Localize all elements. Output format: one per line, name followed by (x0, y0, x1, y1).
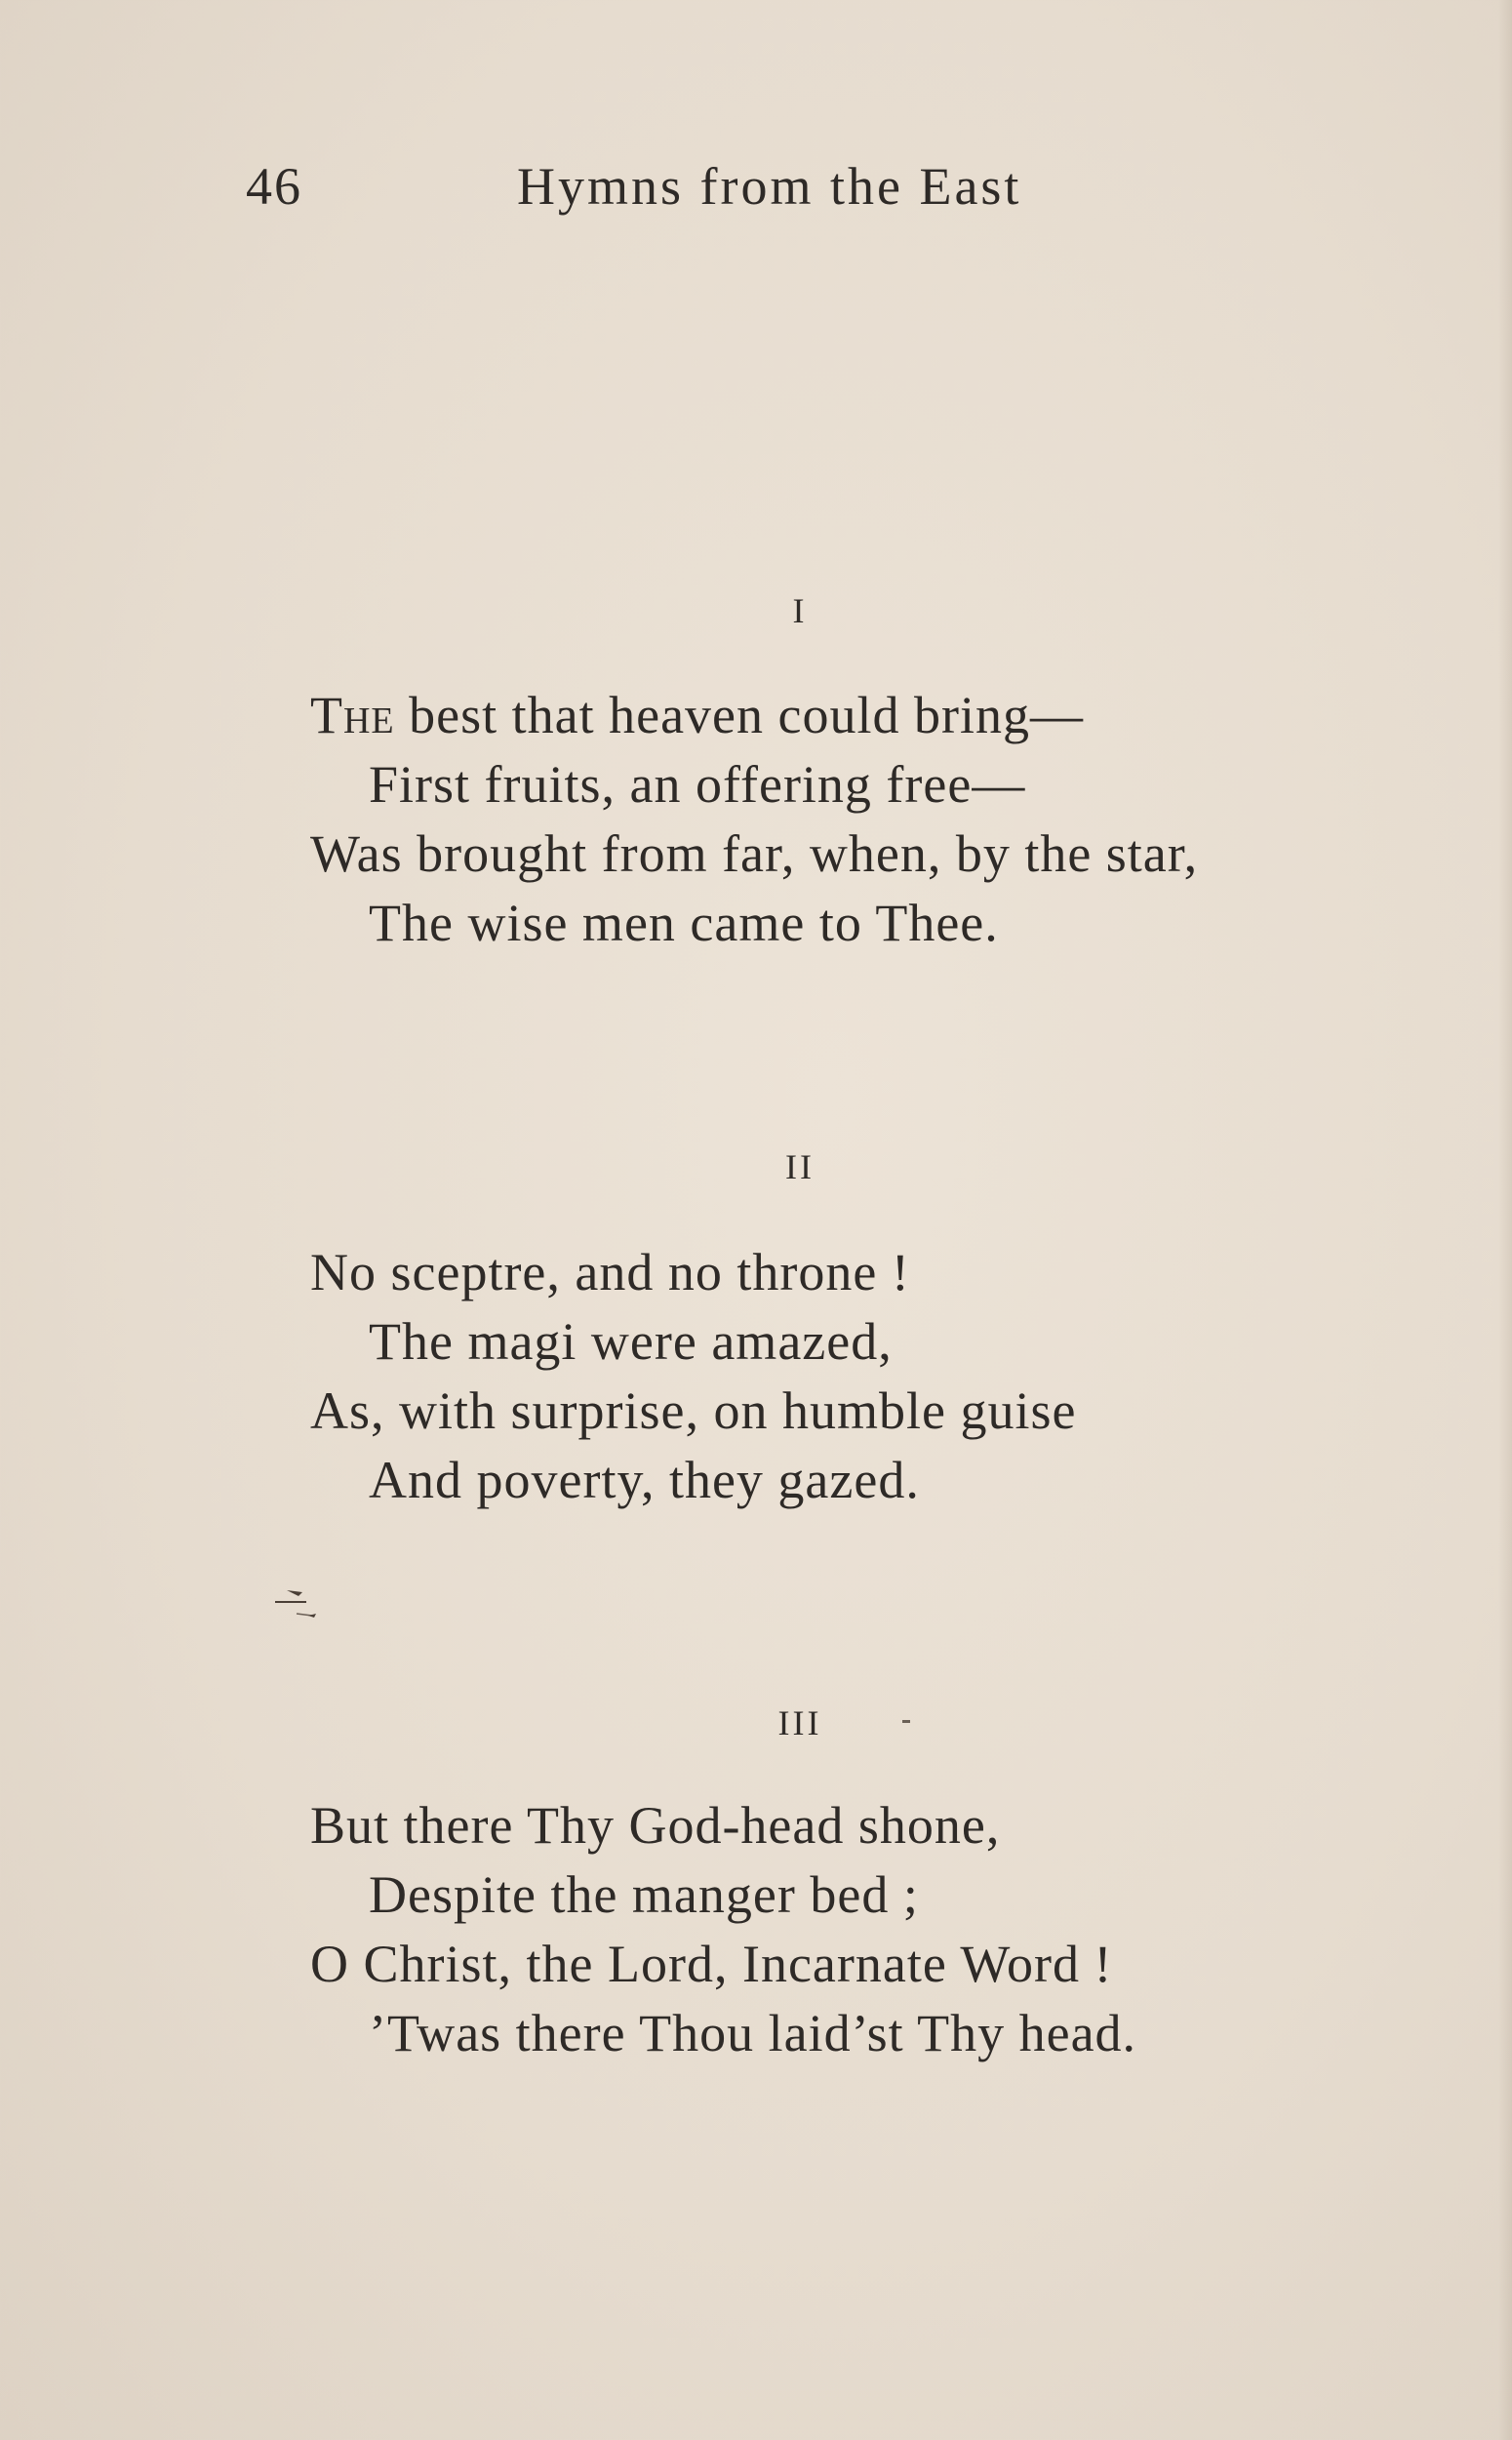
verse-line (310, 681, 1422, 750)
verse-line: ’Twas there Thou laid’st Thy head. (369, 2004, 1137, 2062)
stanza-2 (310, 1238, 1422, 1515)
verse-line: The magi were amazed, (369, 1312, 893, 1371)
verse-line-text: best that heaven could bring— (394, 686, 1084, 744)
verse-line: O Christ, the Lord, Incarnate Word ! (310, 1935, 1113, 1993)
verse-line: Was brought from far, when, by the star, (310, 824, 1199, 883)
section-numeral-3: III (777, 1703, 822, 1742)
stanza-3 (310, 1791, 1422, 2068)
page-number: 46 (246, 157, 302, 216)
page-edge-shadow (1498, 0, 1512, 2440)
verse-line: As, with surprise, on humble guise (310, 1381, 1077, 1440)
stray-ink-dash (902, 1720, 910, 1723)
verse-line: First fruits, an offering free— (369, 755, 1026, 814)
section-numeral-1: I (792, 591, 808, 630)
section-numeral-2: II (785, 1147, 815, 1186)
verse-line: And poverty, they gazed. (369, 1451, 920, 1509)
stanza-1 (310, 681, 1422, 958)
verse-lead-word: The (310, 686, 395, 744)
verse-line: No sceptre, and no throne ! (310, 1243, 910, 1301)
ink-mark-icon (273, 1580, 351, 1629)
running-head (0, 156, 1512, 224)
verse-line: But there Thy God-head shone, (310, 1796, 1001, 1855)
book-title: Hymns from the East (517, 157, 1022, 216)
verse-line: Despite the manger bed ; (369, 1865, 919, 1924)
verse-line: The wise men came to Thee. (369, 894, 999, 952)
